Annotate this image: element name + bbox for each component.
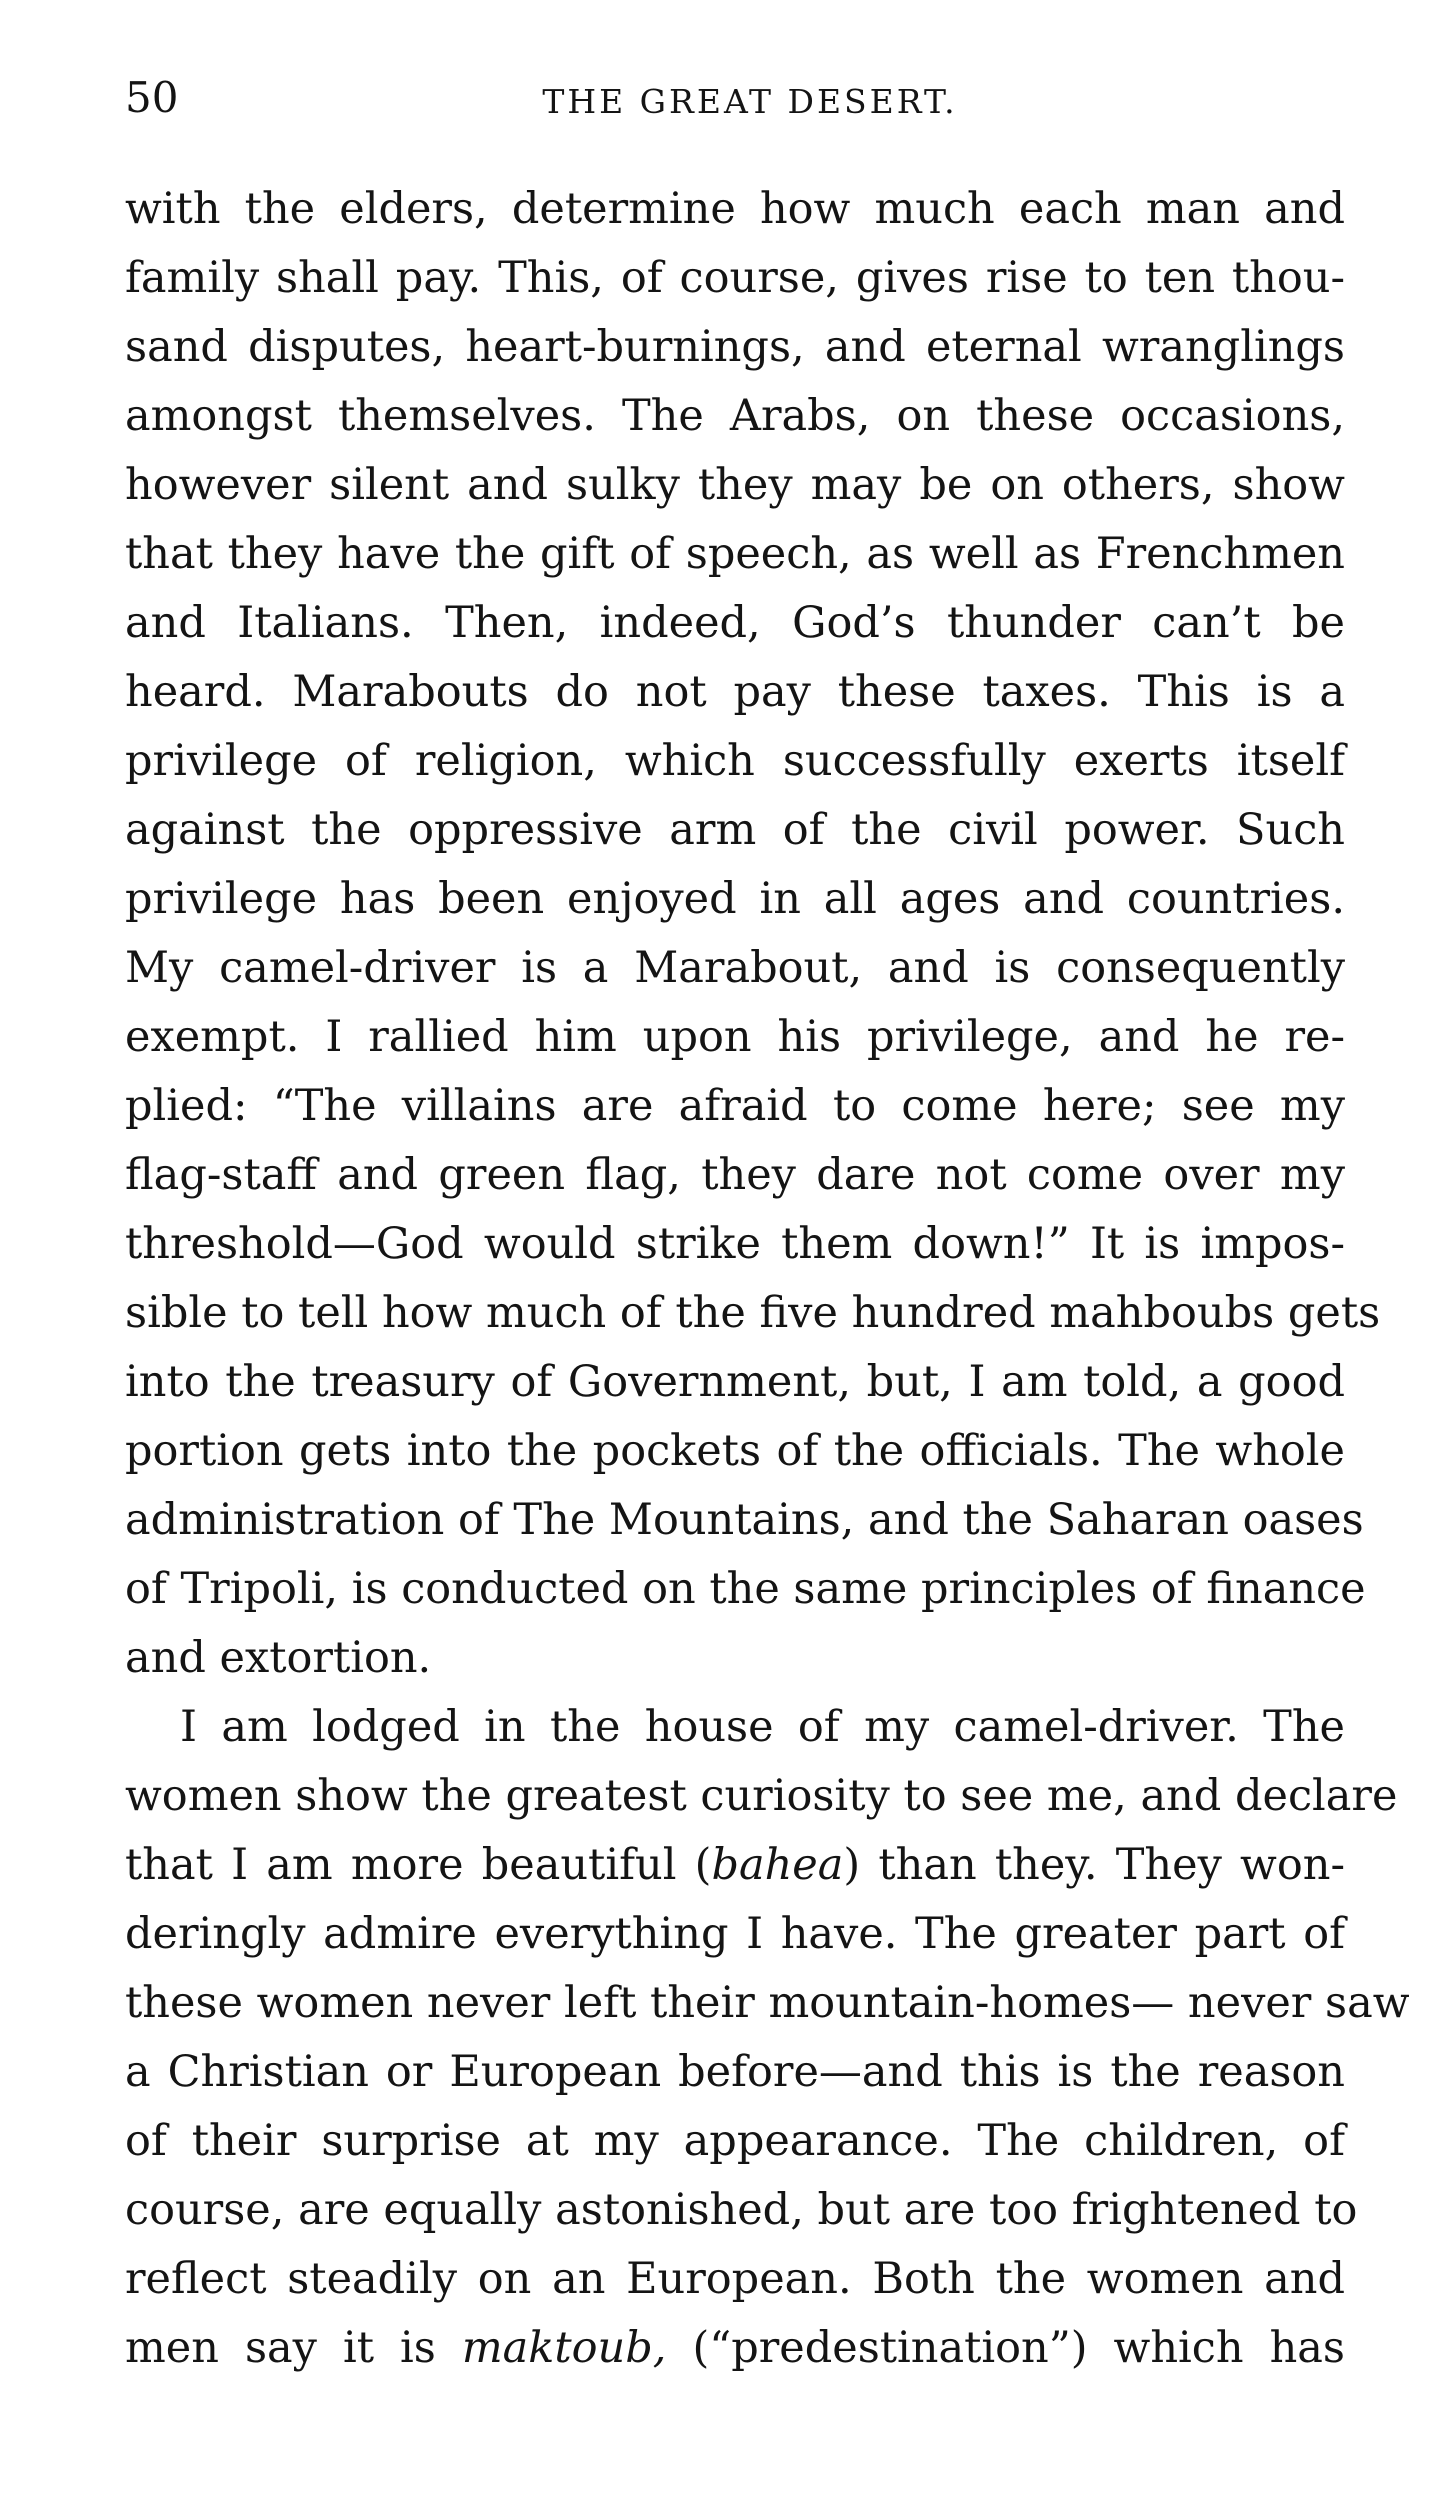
text-line: of their surprise at my appearance. The children, of [125,2116,1345,2166]
text-line [125,2314,1345,2383]
page-number: 50 [125,73,179,122]
running-title: THE GREAT DESERT. [542,82,958,121]
text-line: with the elders, determine how much each man and [125,184,1345,234]
text-run: ) than they. They won- [843,1840,1345,1890]
paragraph-2 [125,1693,1410,2383]
text-line: exempt. I rallied him upon his privilege, and he re- [125,1012,1345,1062]
text-line: of Tripoli, is conducted on the same principles of finance [125,1564,1366,1614]
text-line: amongst themselves. The Arabs, on these occasions, [125,391,1345,441]
paragraph-1 [125,175,1381,1693]
text-line: flag-staff and green flag, they dare not come over my [125,1150,1345,1200]
italic-word: bahea [711,1840,844,1890]
text-run: men say it is [125,2323,462,2373]
text-line: sible to tell how much of the five hundred mahboubs gets [125,1288,1381,1338]
text-line: women show the greatest curiosity to see me, and declare [125,1771,1398,1821]
text-line: portion gets into the pockets of the officials. The whole [125,1426,1345,1476]
text-line: family shall pay. This, of course, gives rise to ten thou- [125,253,1345,303]
text-line: deringly admire everything I have. The greater part of [125,1909,1345,1959]
running-head [125,68,1355,128]
text-line: threshold—God would strike them down!” It is impos- [125,1219,1345,1269]
text-line: into the treasury of Government, but, I am told, a good [125,1357,1345,1407]
text-line: however silent and sulky they may be on others, show [125,460,1345,510]
text-line: against the oppressive arm of the civil power. Such [125,805,1345,855]
body-text [125,175,1410,2383]
text-line: plied: “The villains are afraid to come here; see my [125,1081,1345,1131]
text-line: and extortion. [125,1633,432,1683]
text-line: reflect steadily on an European. Both the women and [125,2254,1345,2304]
text-line: these women never left their mountain-homes— never saw [125,1978,1410,2028]
text-line: that they have the gift of speech, as well as Frenchmen [125,529,1345,579]
text-line: heard. Marabouts do not pay these taxes. This is a [125,667,1345,717]
text-line: course, are equally astonished, but are too frightened to [125,2185,1358,2235]
italic-word: maktoub, [461,2323,667,2373]
text-line: I am lodged in the house of my camel-driver. The [180,1702,1345,1752]
text-line [125,1831,1345,1900]
text-line: administration of The Mountains, and the Saharan oases [125,1495,1364,1545]
text-line: My camel-driver is a Marabout, and is consequently [125,943,1345,993]
text-line: a Christian or European before—and this is the reason [125,2047,1345,2097]
text-line: privilege of religion, which successfully exerts itself [125,736,1345,786]
text-run: (“predestination”) which has [666,2323,1346,2373]
text-line: sand disputes, heart-burnings, and eternal wranglings [125,322,1345,372]
text-run: that I am more beautiful ( [125,1840,712,1890]
text-line: and Italians. Then, indeed, God’s thunder can’t be [125,598,1345,648]
text-line: privilege has been enjoyed in all ages and countries. [125,874,1345,924]
